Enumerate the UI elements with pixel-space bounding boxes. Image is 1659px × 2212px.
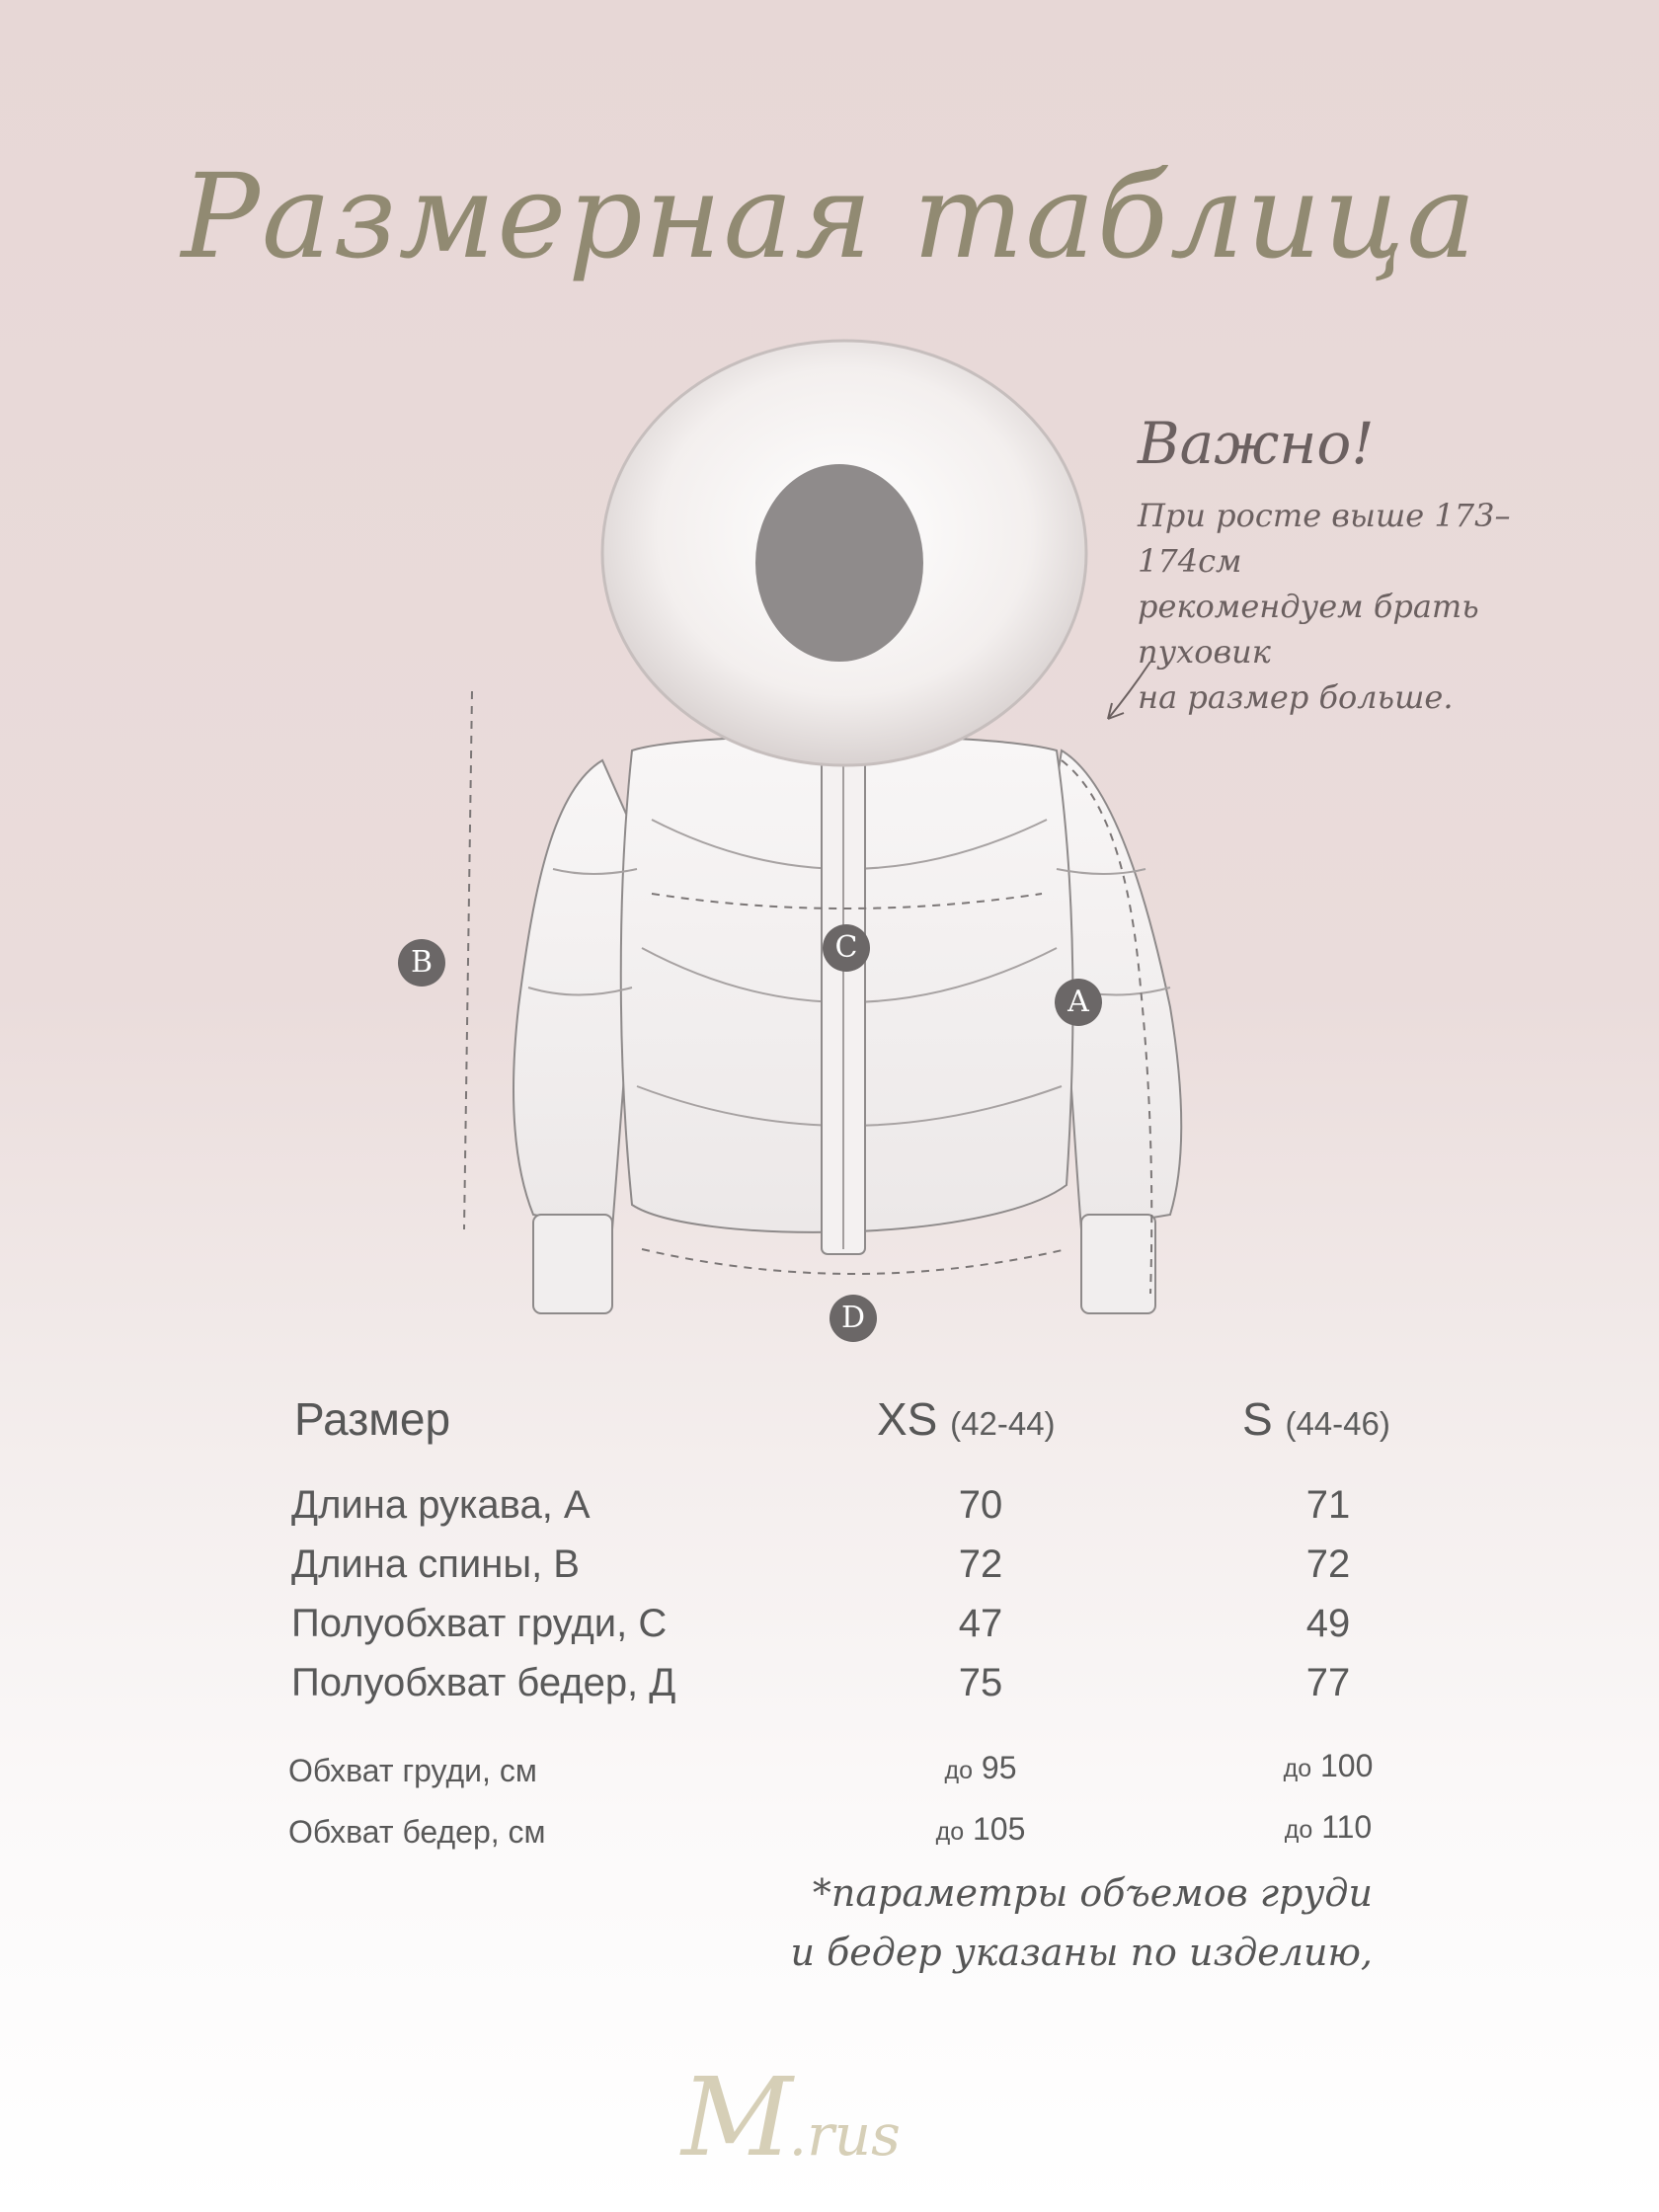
cell-s-back: 72 <box>1305 1542 1351 1586</box>
row-label-back: Длина спины, В <box>291 1542 580 1586</box>
hood-opening <box>755 464 923 662</box>
page-title: Размерная таблица <box>181 148 1478 284</box>
cell-s-chest: 49 <box>1305 1602 1351 1645</box>
value: 110 <box>1321 1809 1373 1845</box>
size-s-range: (44-46) <box>1285 1405 1390 1442</box>
size-xs-range: (42-44) <box>950 1405 1056 1442</box>
prefix-upto: до <box>1283 1755 1312 1782</box>
size-s-name: S <box>1242 1393 1273 1445</box>
right-cuff <box>1081 1215 1155 1313</box>
row-label-hips: Полуобхват бедер, Д <box>291 1661 676 1704</box>
size-xs-name: XS <box>877 1393 938 1445</box>
cell-s-sleeve: 71 <box>1305 1483 1351 1527</box>
marker-c: C <box>823 924 870 972</box>
size-xs-header <box>877 1392 1056 1446</box>
row-label-chest-circ: Обхват груди, см <box>288 1753 537 1788</box>
table-header-size: Размер <box>294 1393 451 1445</box>
cell-s-hips-circ <box>1229 1809 1427 1846</box>
value: 105 <box>973 1811 1026 1847</box>
cell-s-chest-circ <box>1229 1748 1427 1784</box>
note-line: на размер больше. <box>1138 678 1454 716</box>
prefix-upto: до <box>1284 1816 1313 1844</box>
logo-suffix: .rus <box>788 2101 901 2169</box>
footnote-line: и бедер указаны по изделию, <box>790 1931 1373 1974</box>
cell-xs-hips-circ <box>882 1811 1079 1848</box>
value: 100 <box>1320 1748 1374 1783</box>
marker-a: A <box>1055 979 1102 1026</box>
cell-xs-chest-circ <box>882 1750 1079 1786</box>
cell-xs-chest: 47 <box>958 1602 1003 1645</box>
cell-xs-sleeve: 70 <box>958 1483 1003 1527</box>
note-line: При росте выше 173–174см <box>1138 497 1511 580</box>
footnote-line: *параметры объемов груди <box>812 1871 1373 1915</box>
value: 95 <box>981 1750 1017 1785</box>
row-label-chest: Полуобхват груди, С <box>291 1602 668 1645</box>
cell-s-hips: 77 <box>1305 1661 1351 1704</box>
prefix-upto: до <box>944 1757 973 1784</box>
logo-main: M <box>681 2054 789 2180</box>
marker-b: B <box>398 939 445 987</box>
note-heading: Важно! <box>1138 410 1375 477</box>
row-label-sleeve: Длина рукава, А <box>291 1483 591 1527</box>
note-line: рекомендуем брать пуховик <box>1138 588 1479 671</box>
cell-xs-hips: 75 <box>958 1661 1003 1704</box>
size-s-header <box>1242 1392 1390 1446</box>
left-cuff <box>533 1215 612 1313</box>
important-note <box>1138 410 1612 720</box>
marker-d: D <box>830 1295 877 1342</box>
cell-xs-back: 72 <box>958 1542 1003 1586</box>
prefix-upto: до <box>935 1818 965 1846</box>
row-label-hips-circ: Обхват бедер, см <box>288 1814 546 1850</box>
brand-logo <box>681 2054 901 2180</box>
